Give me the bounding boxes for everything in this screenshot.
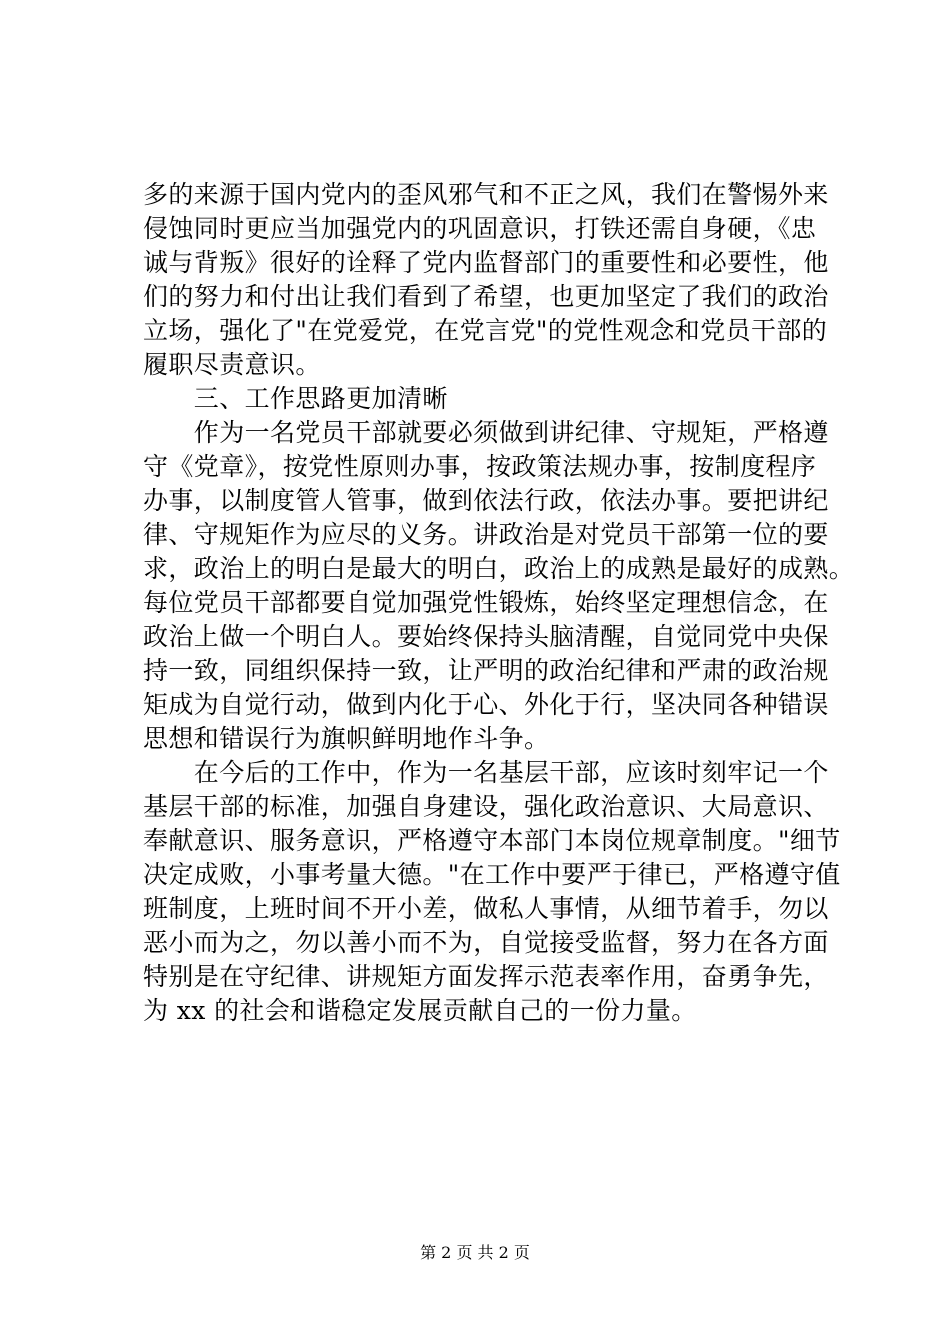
text-line: 诚与背叛》很好的诠释了党内监督部门的重要性和必要性，他 (143, 248, 829, 277)
text-line: 矩成为自觉行动，做到内化于心、外化于行，坚决同各种错误 (143, 690, 829, 719)
text-line: 求，政治上的明白是最大的明白，政治上的成熟是最好的成熟。 (143, 554, 855, 583)
text-line: 守《党章》，按党性原则办事，按政策法规办事，按制度程序 (143, 452, 817, 481)
text-line: 特别是在守纪律、讲规矩方面发挥示范表率作用，奋勇争先， (143, 962, 829, 991)
section-heading: 三、工作思路更加清晰 (143, 384, 448, 413)
text-line: 基层干部的标准，加强自身建设，强化政治意识、大局意识、 (143, 792, 829, 821)
document-body (143, 178, 855, 1028)
text-line: 作为一名党员干部就要必须做到讲纪律、守规矩，严格遵 (143, 418, 829, 447)
text-line: 持一致，同组织保持一致，让严明的政治纪律和严肃的政治规 (143, 656, 829, 685)
text-line: 在今后的工作中，作为一名基层干部，应该时刻牢记一个 (143, 758, 829, 787)
page-number: 第 2 页 共 2 页 (420, 1243, 530, 1262)
page-footer (0, 1243, 950, 1263)
text-line: 每位党员干部都要自觉加强党性锻炼，始终坚定理想信念，在 (143, 588, 829, 617)
text-line: 办事，以制度管人管事，做到依法行政，依法办事。要把讲纪 (143, 486, 829, 515)
text-line: 决定成败，小事考量大德。"在工作中要严于律已，严格遵守值 (143, 860, 841, 889)
text-line: 奉献意识、服务意识，严格遵守本部门本岗位规章制度。"细节 (143, 826, 841, 855)
text-line: 多的来源于国内党内的歪风邪气和不正之风，我们在警惕外来 (143, 180, 829, 209)
text-line: 恶小而为之，勿以善小而不为，自觉接受监督，努力在各方面 (143, 928, 829, 957)
text-line: 思想和错误行为旗帜鲜明地作斗争。 (143, 724, 550, 753)
text-line: 履职尽责意识。 (143, 350, 321, 379)
text-line: 们的努力和付出让我们看到了希望，也更加坚定了我们的政治 (143, 282, 829, 311)
text-line: 政治上做一个明白人。要始终保持头脑清醒，自觉同党中央保 (143, 622, 829, 651)
text-line: 侵蚀同时更应当加强党内的巩固意识，打铁还需自身硬，《忠 (143, 214, 817, 243)
text-line: 立场，强化了"在党爱党，在党言党"的党性观念和党员干部的 (143, 316, 828, 345)
text-line: 为 xx 的社会和谐稳定发展贡献自己的一份力量。 (143, 996, 697, 1025)
text-line: 班制度，上班时间不开小差，做私人事情，从细节着手，勿以 (143, 894, 829, 923)
text-line: 律、守规矩作为应尽的义务。讲政治是对党员干部第一位的要 (143, 520, 829, 549)
